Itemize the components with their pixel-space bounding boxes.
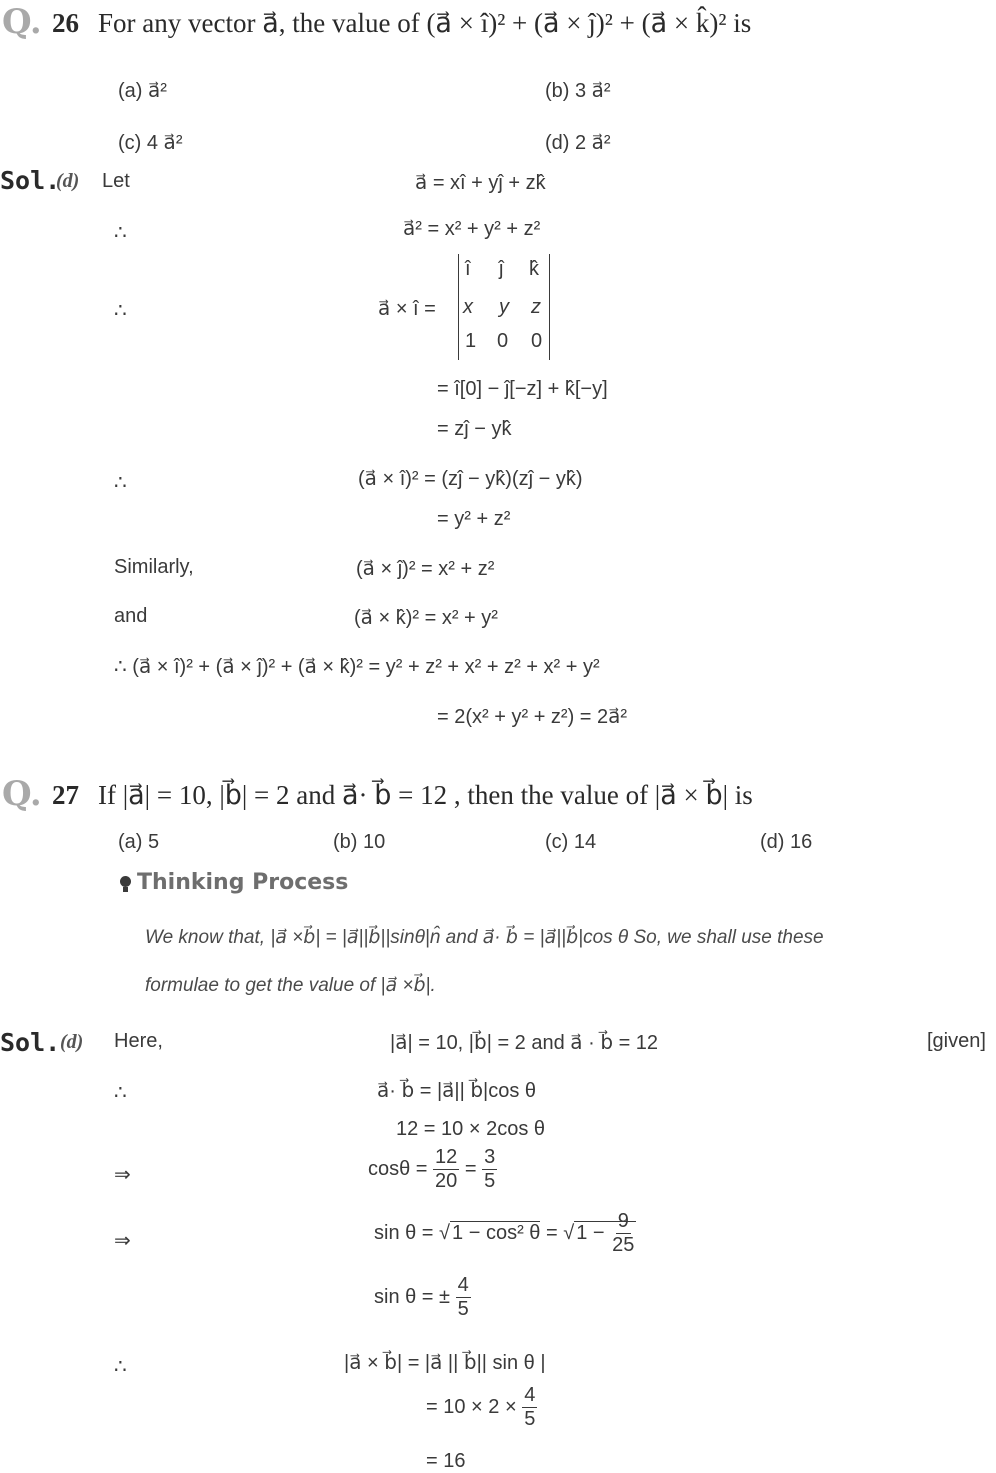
lightbulb-icon: [120, 876, 131, 887]
det-cell: ĵ: [499, 258, 504, 280]
fraction-numerator: 4: [457, 1274, 469, 1296]
given-note: [given]: [927, 1030, 986, 1052]
solution-label-26: Sol.: [0, 166, 61, 195]
equation-27-5: [374, 1210, 636, 1257]
option-c-26: (c) 4 a⃗²: [118, 132, 183, 154]
product-prefix: = 10 × 2 ×: [426, 1395, 517, 1418]
option-b-27: (b) 10: [333, 831, 386, 853]
fraction-numerator: 3: [484, 1146, 496, 1168]
det-cell: 1: [465, 330, 477, 352]
equation-26-2: a⃗² = x² + y² + z²: [403, 218, 541, 240]
fraction-numerator: 4: [524, 1384, 536, 1406]
answer-26: (d): [56, 170, 80, 192]
fraction-numerator: 12: [435, 1146, 458, 1168]
question-marker-27: Q.: [2, 774, 42, 814]
similarly-label: Similarly,: [114, 556, 194, 578]
sqrt-icon: √: [563, 1221, 575, 1244]
question-text-26: For any vector a⃗, the value of (a⃗ × î)² + (a⃗ × ĵ)² + (a⃗ × k̂)² is: [98, 8, 752, 38]
thinking-process-heading: [120, 870, 348, 895]
equation-26-4: = î[0] − ĵ[−z] + k̂[−y]: [437, 378, 608, 400]
and-label: and: [114, 605, 148, 627]
equation-26-3-lhs: a⃗ × î =: [378, 298, 436, 320]
option-b-26: (b) 3 a⃗²: [545, 80, 611, 102]
fraction-9-25: [610, 1210, 636, 1257]
fraction-denominator: 5: [457, 1298, 469, 1320]
solution-label-27: Sol.: [0, 1028, 61, 1057]
equation-27-2: a⃗· b⃗ = |a⃗|| b⃗|cos θ: [377, 1080, 537, 1102]
sin-theta-lhs: sin θ =: [374, 1221, 434, 1244]
implies-symbol: ⇒: [114, 1230, 131, 1252]
therefore-symbol: ∴: [114, 300, 127, 322]
sqrt-icon: √: [439, 1221, 451, 1244]
equation-26-10: ∴ (a⃗ × î)² + (a⃗ × ĵ)² + (a⃗ × k̂)² = y² + z² + x² + z² + x² + y²: [114, 656, 600, 678]
option-d-26: (d) 2 a⃗²: [545, 132, 611, 154]
question-text-27: If |a⃗| = 10, |b⃗| = 2 and a⃗· b⃗ = 12 , then the value of |a⃗ × b⃗| is: [98, 780, 753, 810]
equation-26-5: = zĵ − yk̂: [437, 418, 512, 440]
therefore-symbol: ∴: [114, 222, 127, 244]
here-label: Here,: [114, 1030, 163, 1052]
therefore-symbol: ∴: [114, 1082, 127, 1104]
fraction-4-5: [456, 1274, 471, 1321]
equation-26-11: = 2(x² + y² + z²) = 2a⃗²: [437, 706, 628, 728]
equation-26-7: = y² + z²: [437, 508, 511, 530]
option-d-27: (d) 16: [760, 831, 813, 853]
question-number-26: 26: [52, 8, 79, 38]
det-cell: z: [531, 296, 541, 318]
equation-27-9: = 16: [426, 1450, 466, 1472]
radicand-prefix: 1 −: [576, 1221, 605, 1244]
therefore-symbol: ∴: [114, 472, 127, 494]
option-a-27: (a) 5: [118, 831, 160, 853]
fraction-denominator: 20: [435, 1170, 458, 1192]
det-cell: 0: [531, 330, 543, 352]
equals-sign: =: [545, 1221, 558, 1244]
fraction-numerator: 9: [617, 1210, 629, 1232]
thinking-process-title: Thinking Process: [137, 870, 349, 895]
fraction-12-20: [433, 1146, 459, 1193]
therefore-symbol: ∴: [114, 1356, 127, 1378]
equation-27-1: |a⃗| = 10, |b⃗| = 2 and a⃗ · b⃗ = 12: [390, 1032, 659, 1054]
equation-26-9: (a⃗ × k̂)² = x² + y²: [354, 607, 498, 629]
question-marker-26: Q.: [2, 2, 42, 42]
fraction-3-5: [482, 1146, 497, 1193]
option-a-26: (a) a⃗²: [118, 80, 167, 102]
sin-theta-lhs: sin θ = ±: [374, 1285, 451, 1308]
det-cell: x: [463, 296, 473, 318]
equation-26-8: (a⃗ × ĵ)² = x² + z²: [356, 558, 495, 580]
implies-symbol: ⇒: [114, 1164, 131, 1186]
question-number-27: 27: [52, 780, 79, 810]
equation-27-7: |a⃗ × b⃗| = |a⃗ || b⃗|| sin θ |: [344, 1352, 546, 1374]
radicand: [574, 1210, 636, 1256]
fraction-denominator: 5: [484, 1170, 496, 1192]
answer-27: (d): [60, 1031, 84, 1053]
equation-27-8: [426, 1384, 537, 1431]
equation-26-6: (a⃗ × î)² = (zĵ − yk̂)(zĵ − yk̂): [358, 468, 583, 490]
equation-26-1: a⃗ = xî + yĵ + zk̂: [415, 172, 546, 194]
equals-sign: =: [464, 1157, 477, 1180]
det-cell: î: [465, 258, 471, 280]
fraction-denominator: 5: [524, 1408, 536, 1430]
radicand: 1 − cos² θ: [452, 1221, 541, 1244]
thinking-process-line-2: formulae to get the value of |a⃗ ×b⃗|.: [145, 975, 436, 996]
equation-27-6: [374, 1274, 471, 1321]
determinant-matrix: [458, 254, 550, 360]
equation-27-4: [368, 1146, 497, 1193]
det-cell: k̂: [529, 258, 539, 280]
fraction-denominator: 25: [612, 1234, 635, 1256]
equation-27-3: 12 = 10 × 2cos θ: [396, 1118, 546, 1140]
option-c-27: (c) 14: [545, 831, 597, 853]
fraction-4-5: [522, 1384, 537, 1431]
det-cell: y: [499, 296, 509, 318]
thinking-process-line-1: We know that, |a⃗ ×b⃗| = |a⃗||b⃗||sinθ|n̂ and a⃗· b⃗ = |a⃗||b⃗|cos θ So, we shall use these: [145, 927, 824, 948]
det-cell: 0: [497, 330, 509, 352]
cos-theta-lhs: cosθ =: [368, 1157, 428, 1180]
let-label: Let: [102, 170, 130, 192]
